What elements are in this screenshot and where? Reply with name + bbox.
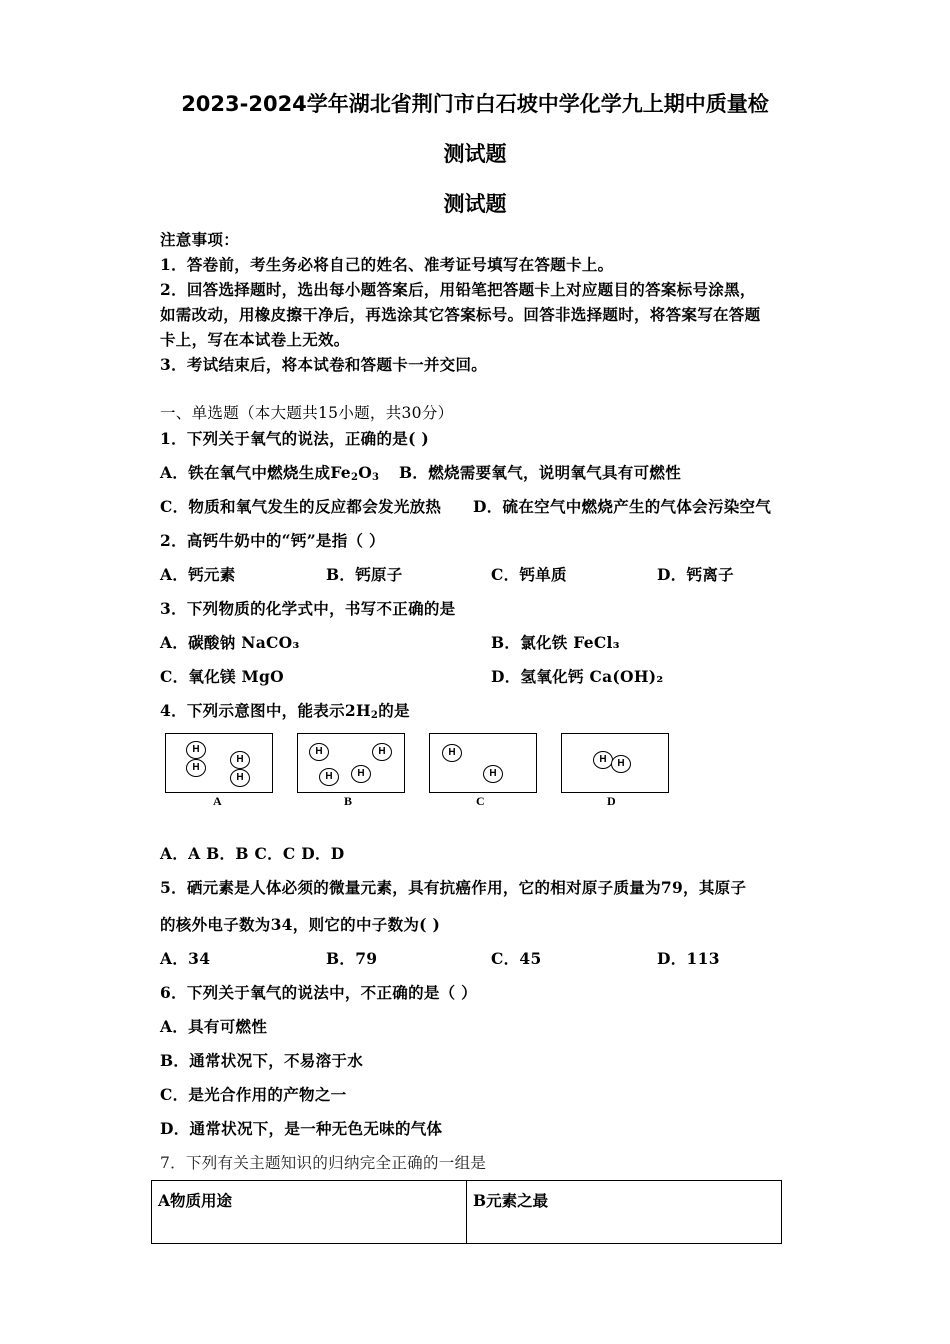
q7-stem: 7．下列有关主题知识的归纳完全正确的一组是 <box>160 1154 487 1172</box>
q5-option-c: C．45 <box>491 949 542 968</box>
q2-option-c: C．钙单质 <box>491 565 567 584</box>
diagram-a-caption: A <box>213 794 222 808</box>
hydrogen-atom: H <box>372 743 392 761</box>
q2-stem: 2．高钙牛奶中的“钙”是指（ ） <box>160 531 385 550</box>
q5-option-b: B．79 <box>326 949 378 968</box>
q5-stem-line1: 5．硒元素是人体必须的微量元素，具有抗癌作用，它的相对原子质量为79，其原子 <box>160 878 747 897</box>
diagram-c <box>429 733 537 793</box>
hydrogen-atom: H <box>186 759 206 777</box>
q5-option-d: D．113 <box>657 949 720 968</box>
q6-stem: 6．下列关于氧气的说法中，不正确的是（ ） <box>160 983 477 1002</box>
page-title-line1: 2023-2024学年湖北省荆门市白石坡中学化学九上期中质量检 <box>181 92 769 116</box>
hydrogen-atom: H <box>351 765 371 783</box>
page-title-line3: 测试题 <box>443 192 507 216</box>
q2-option-a: A．钙元素 <box>160 565 236 584</box>
diagram-b-caption: B <box>344 794 353 808</box>
q6-option-d: D．通常状况下，是一种无色无味的气体 <box>160 1119 443 1138</box>
hydrogen-atom: H <box>230 751 250 769</box>
q6-option-a: A．具有可燃性 <box>160 1017 268 1036</box>
q7-knowledge-table <box>151 1180 782 1244</box>
q2-option-b: B．钙原子 <box>326 565 403 584</box>
q6-option-b: B．通常状况下，不易溶于水 <box>160 1051 364 1070</box>
notice-item-1: 1．答卷前，考生务必将自己的姓名、准考证号填写在答题卡上。 <box>160 255 614 274</box>
q1-stem: 1．下列关于氧气的说法，正确的是( ) <box>160 429 430 448</box>
q7-column-b: B元素之最 <box>467 1181 782 1244</box>
notice-item-2-line1: 2．回答选择题时，选出每小题答案后，用铅笔把答题卡上对应题目的答案标号涂黑， <box>160 280 756 299</box>
q1-option-a: A．铁在氧气中燃烧生成$Fe_2O_3$ <box>160 463 380 483</box>
diagram-b <box>297 733 405 793</box>
q3-option-d: D．氢氧化钙 Ca(OH)₂ <box>491 667 664 686</box>
q2-option-d: D．钙离子 <box>657 565 734 584</box>
diagram-a <box>165 733 273 793</box>
q5-option-a: A．34 <box>160 949 211 968</box>
q3-stem: 3．下列物质的化学式中，书写不正确的是 <box>160 599 456 618</box>
diagram-c-caption: C <box>476 794 485 808</box>
q7-column-a: A物质用途 <box>152 1181 467 1244</box>
hydrogen-atom: H <box>611 755 631 773</box>
hydrogen-atom: H <box>483 765 503 783</box>
notice-item-3: 3．考试结束后，将本试卷和答题卡一并交回。 <box>160 355 488 374</box>
hydrogen-atom: H <box>230 769 250 787</box>
q6-option-c: C．是光合作用的产物之一 <box>160 1085 347 1104</box>
q3-option-a: A．碳酸钠 NaCO₃ <box>160 633 300 652</box>
q3-option-b: B．氯化铁 FeCl₃ <box>491 633 620 652</box>
hydrogen-atom: H <box>593 751 613 769</box>
q4-stem: 4．下列示意图中，能表示$2H_2$的是 <box>160 701 410 721</box>
q3-option-c: C．氧化镁 MgO <box>160 667 284 686</box>
diagram-d-caption: D <box>607 794 616 808</box>
q1-option-c: C．物质和氧气发生的反应都会发光放热 <box>160 497 442 516</box>
hydrogen-atom: H <box>309 743 329 761</box>
diagram-d <box>561 733 669 793</box>
q1-option-d: D．硫在空气中燃烧产生的气体会污染空气 <box>473 497 772 516</box>
page-title-line2: 测试题 <box>443 142 507 166</box>
notice-heading: 注意事项： <box>160 230 240 249</box>
q5-stem-line2: 的核外电子数为34，则它的中子数为( ) <box>160 915 441 934</box>
q1-option-b: B．燃烧需要氧气，说明氧气具有可燃性 <box>399 463 682 482</box>
section-heading: 一、单选题（本大题共15小题，共30分） <box>160 404 454 422</box>
hydrogen-atom: H <box>186 741 206 759</box>
hydrogen-atom: H <box>442 744 462 762</box>
q4-options: A．A B．B C．C D．D <box>160 844 345 863</box>
notice-item-2-line2: 如需改动，用橡皮擦干净后，再选涂其它答案标号。回答非选择题时，将答案写在答题 <box>160 305 761 324</box>
hydrogen-atom: H <box>319 768 339 786</box>
notice-item-2-line3: 卡上，写在本试卷上无效。 <box>160 330 350 349</box>
